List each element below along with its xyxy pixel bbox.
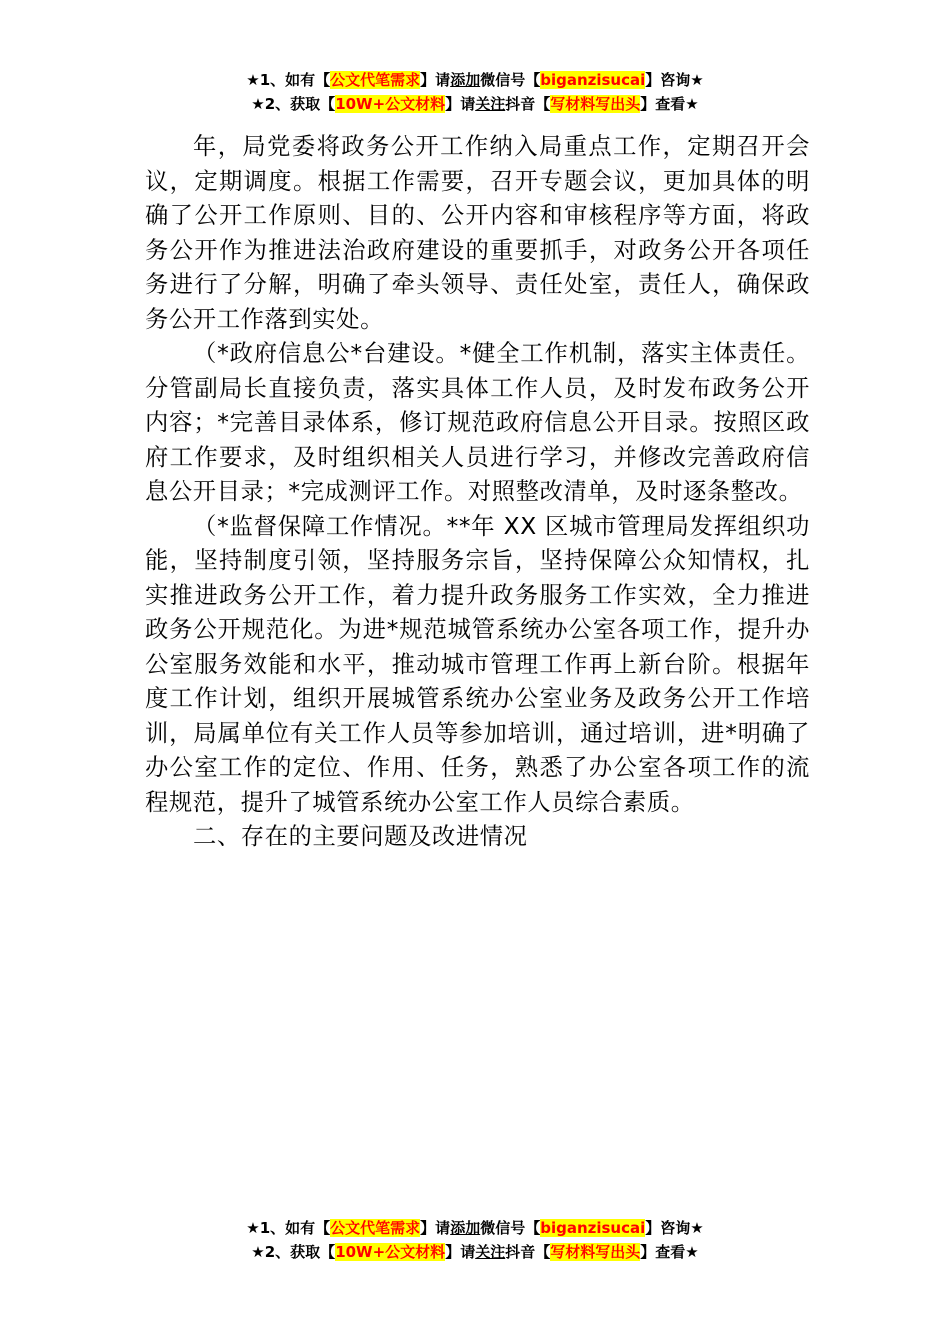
paragraph-2: （*政府信息公*台建设。*健全工作机制，落实主体责任。分管副局长直接负责，落实具体工作人员，及时发布政务公开内容；*完善目录体系，修订规范政府信息公开目录。按照区政府工作要求，及时组织相关人员进行学习，并修改完善政府信息公开目录；*完成测评工作。对照整改清单，及时逐条整改。 — [145, 340, 810, 505]
footer-line-2: ★2、获取【10W+公文材料】请关注抖音【写材料写出头】查看★ — [251, 1243, 699, 1261]
header-banner — [0, 68, 950, 116]
footer-banner — [0, 1216, 950, 1264]
highlight-service: 公文代笔需求 — [330, 1219, 421, 1237]
footer-line-1: ★1、如有【公文代笔需求】请添加微信号【biganzisucai】咨询★ — [246, 1219, 704, 1237]
highlight-douyin: 写材料写出头 — [550, 95, 641, 113]
highlight-wechat-id: biganzisucai — [540, 71, 646, 89]
highlight-douyin: 写材料写出头 — [550, 1243, 641, 1261]
banner-line-2: ★2、获取【10W+公文材料】请关注抖音【写材料写出头】查看★ — [251, 95, 699, 113]
document-body — [145, 130, 810, 855]
section-heading: 二、存在的主要问题及改进情况 — [193, 823, 528, 850]
banner-line-1: ★1、如有【公文代笔需求】请添加微信号【biganzisucai】咨询★ — [246, 71, 704, 89]
paragraph-1: 年，局党委将政务公开工作纳入局重点工作，定期召开会议，定期调度。根据工作需要，召开专题会议，更加具体的明确了公开工作原则、目的、公开内容和审核程序等方面，将政务公开作为推进法治政府建设的重要抓手，对政务公开各项任务进行了分解，明确了牵头领导、责任处室，责任人，确保政务公开工作落到实处。 — [145, 133, 810, 333]
highlight-materials: 10W+公文材料 — [335, 1243, 446, 1261]
highlight-wechat-id: biganzisucai — [540, 1219, 646, 1237]
paragraph-3: （*监督保障工作情况。**年 XX 区城市管理局发挥组织功能，坚持制度引领，坚持服务宗旨，坚持保障公众知情权，扎实推进政务公开工作，着力提升政务服务工作实效，全力推进政务公开规范化。为进*规范城管系统办公室各项工作，提升办公室服务效能和水平，推动城市管理工作再上新台阶。根据年度工作计划，组织开展城管系统办公室业务及政务公开工作培训，局属单位有关工作人员等参加培训，通过培训，进*明确了办公室工作的定位、作用、任务，熟悉了办公室各项工作的流程规范，提升了城管系统办公室工作人员综合素质。 — [145, 512, 810, 816]
highlight-materials: 10W+公文材料 — [335, 95, 446, 113]
highlight-service: 公文代笔需求 — [330, 71, 421, 89]
